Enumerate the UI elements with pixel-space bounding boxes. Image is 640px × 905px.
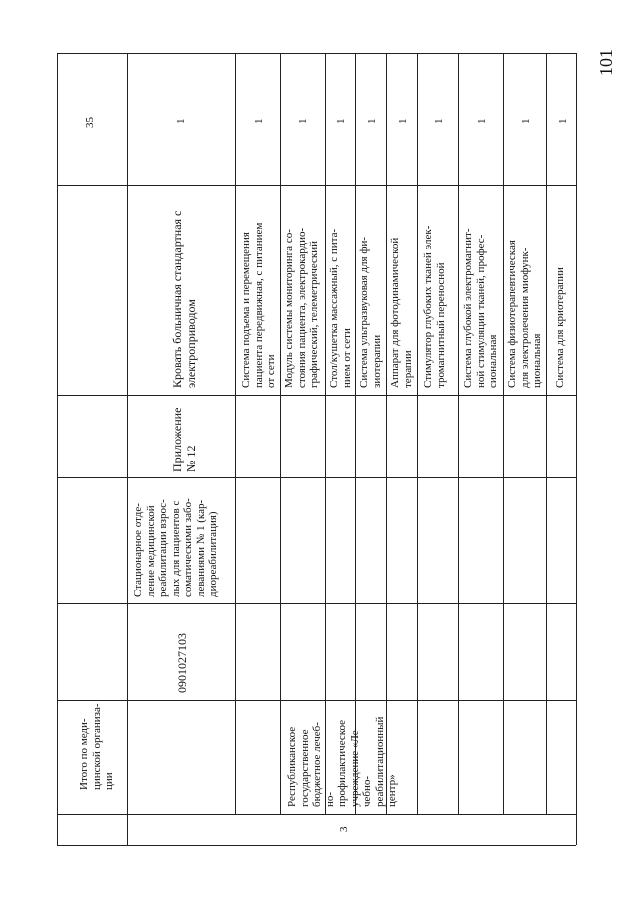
equipment-name: Система физиотерапевтическая для электролечения миофунк- циональная bbox=[506, 240, 543, 388]
equipment-qty: 1 bbox=[366, 118, 378, 124]
equipment-name: Кровать больничная стандартная с электроприводом bbox=[170, 210, 198, 388]
equipment-qty: 1 bbox=[175, 118, 187, 124]
equipment-qty: 1 bbox=[557, 118, 569, 124]
equipment-qty: 1 bbox=[476, 118, 488, 124]
equipment-name: Модуль системы мониторинга со- стояния пациента, электрокардио- графический, телеметрический bbox=[283, 227, 320, 388]
row-number: 3 bbox=[338, 826, 350, 832]
equipment-name: Аппарат для фотодинамической терапии bbox=[389, 237, 414, 388]
equipment-qty: 1 bbox=[253, 118, 265, 124]
equipment-name: Стол/кушетка массажный, с пита- нием от сети bbox=[328, 228, 353, 388]
equipment-qty: 1 bbox=[520, 118, 532, 124]
equipment-qty: 1 bbox=[397, 118, 409, 124]
equipment-name: Система глубокой электромагнит- ной стимуляции тканей, профес- сиональная bbox=[462, 228, 499, 388]
summary-label: Итого по меди- цинской организа- ции bbox=[78, 703, 115, 790]
equipment-name: Система для криотерапии bbox=[554, 267, 566, 388]
organization-code: 0901027103 bbox=[175, 633, 189, 693]
summary-count: 35 bbox=[84, 117, 96, 128]
appendix-label: Приложение № 12 bbox=[170, 407, 198, 472]
department-name: Стационарное отде- ление медицинской реабилитации взрос- лых для пациентов с соматическими забо- леваниями № 1 (кар- диореабилитация) bbox=[132, 498, 219, 597]
page-number: 101 bbox=[596, 49, 616, 76]
equipment-name: Система подъема и перемещения пациента передвижная, с питанием от сети bbox=[240, 222, 277, 388]
organization-name: Республиканское государственное бюджетное лечеб- но- профилактическое учреждение «Ле- чебно- реабилитационный центр» bbox=[286, 716, 398, 807]
equipment-qty: 1 bbox=[297, 118, 309, 124]
equipment-name: Система ультразвуковая для фи- зиотерапии bbox=[358, 236, 383, 388]
equipment-name: Стимулятор глубоких тканей элек- тромагнитный переносной bbox=[422, 225, 447, 388]
equipment-qty: 1 bbox=[335, 118, 347, 124]
equipment-qty: 1 bbox=[433, 118, 445, 124]
